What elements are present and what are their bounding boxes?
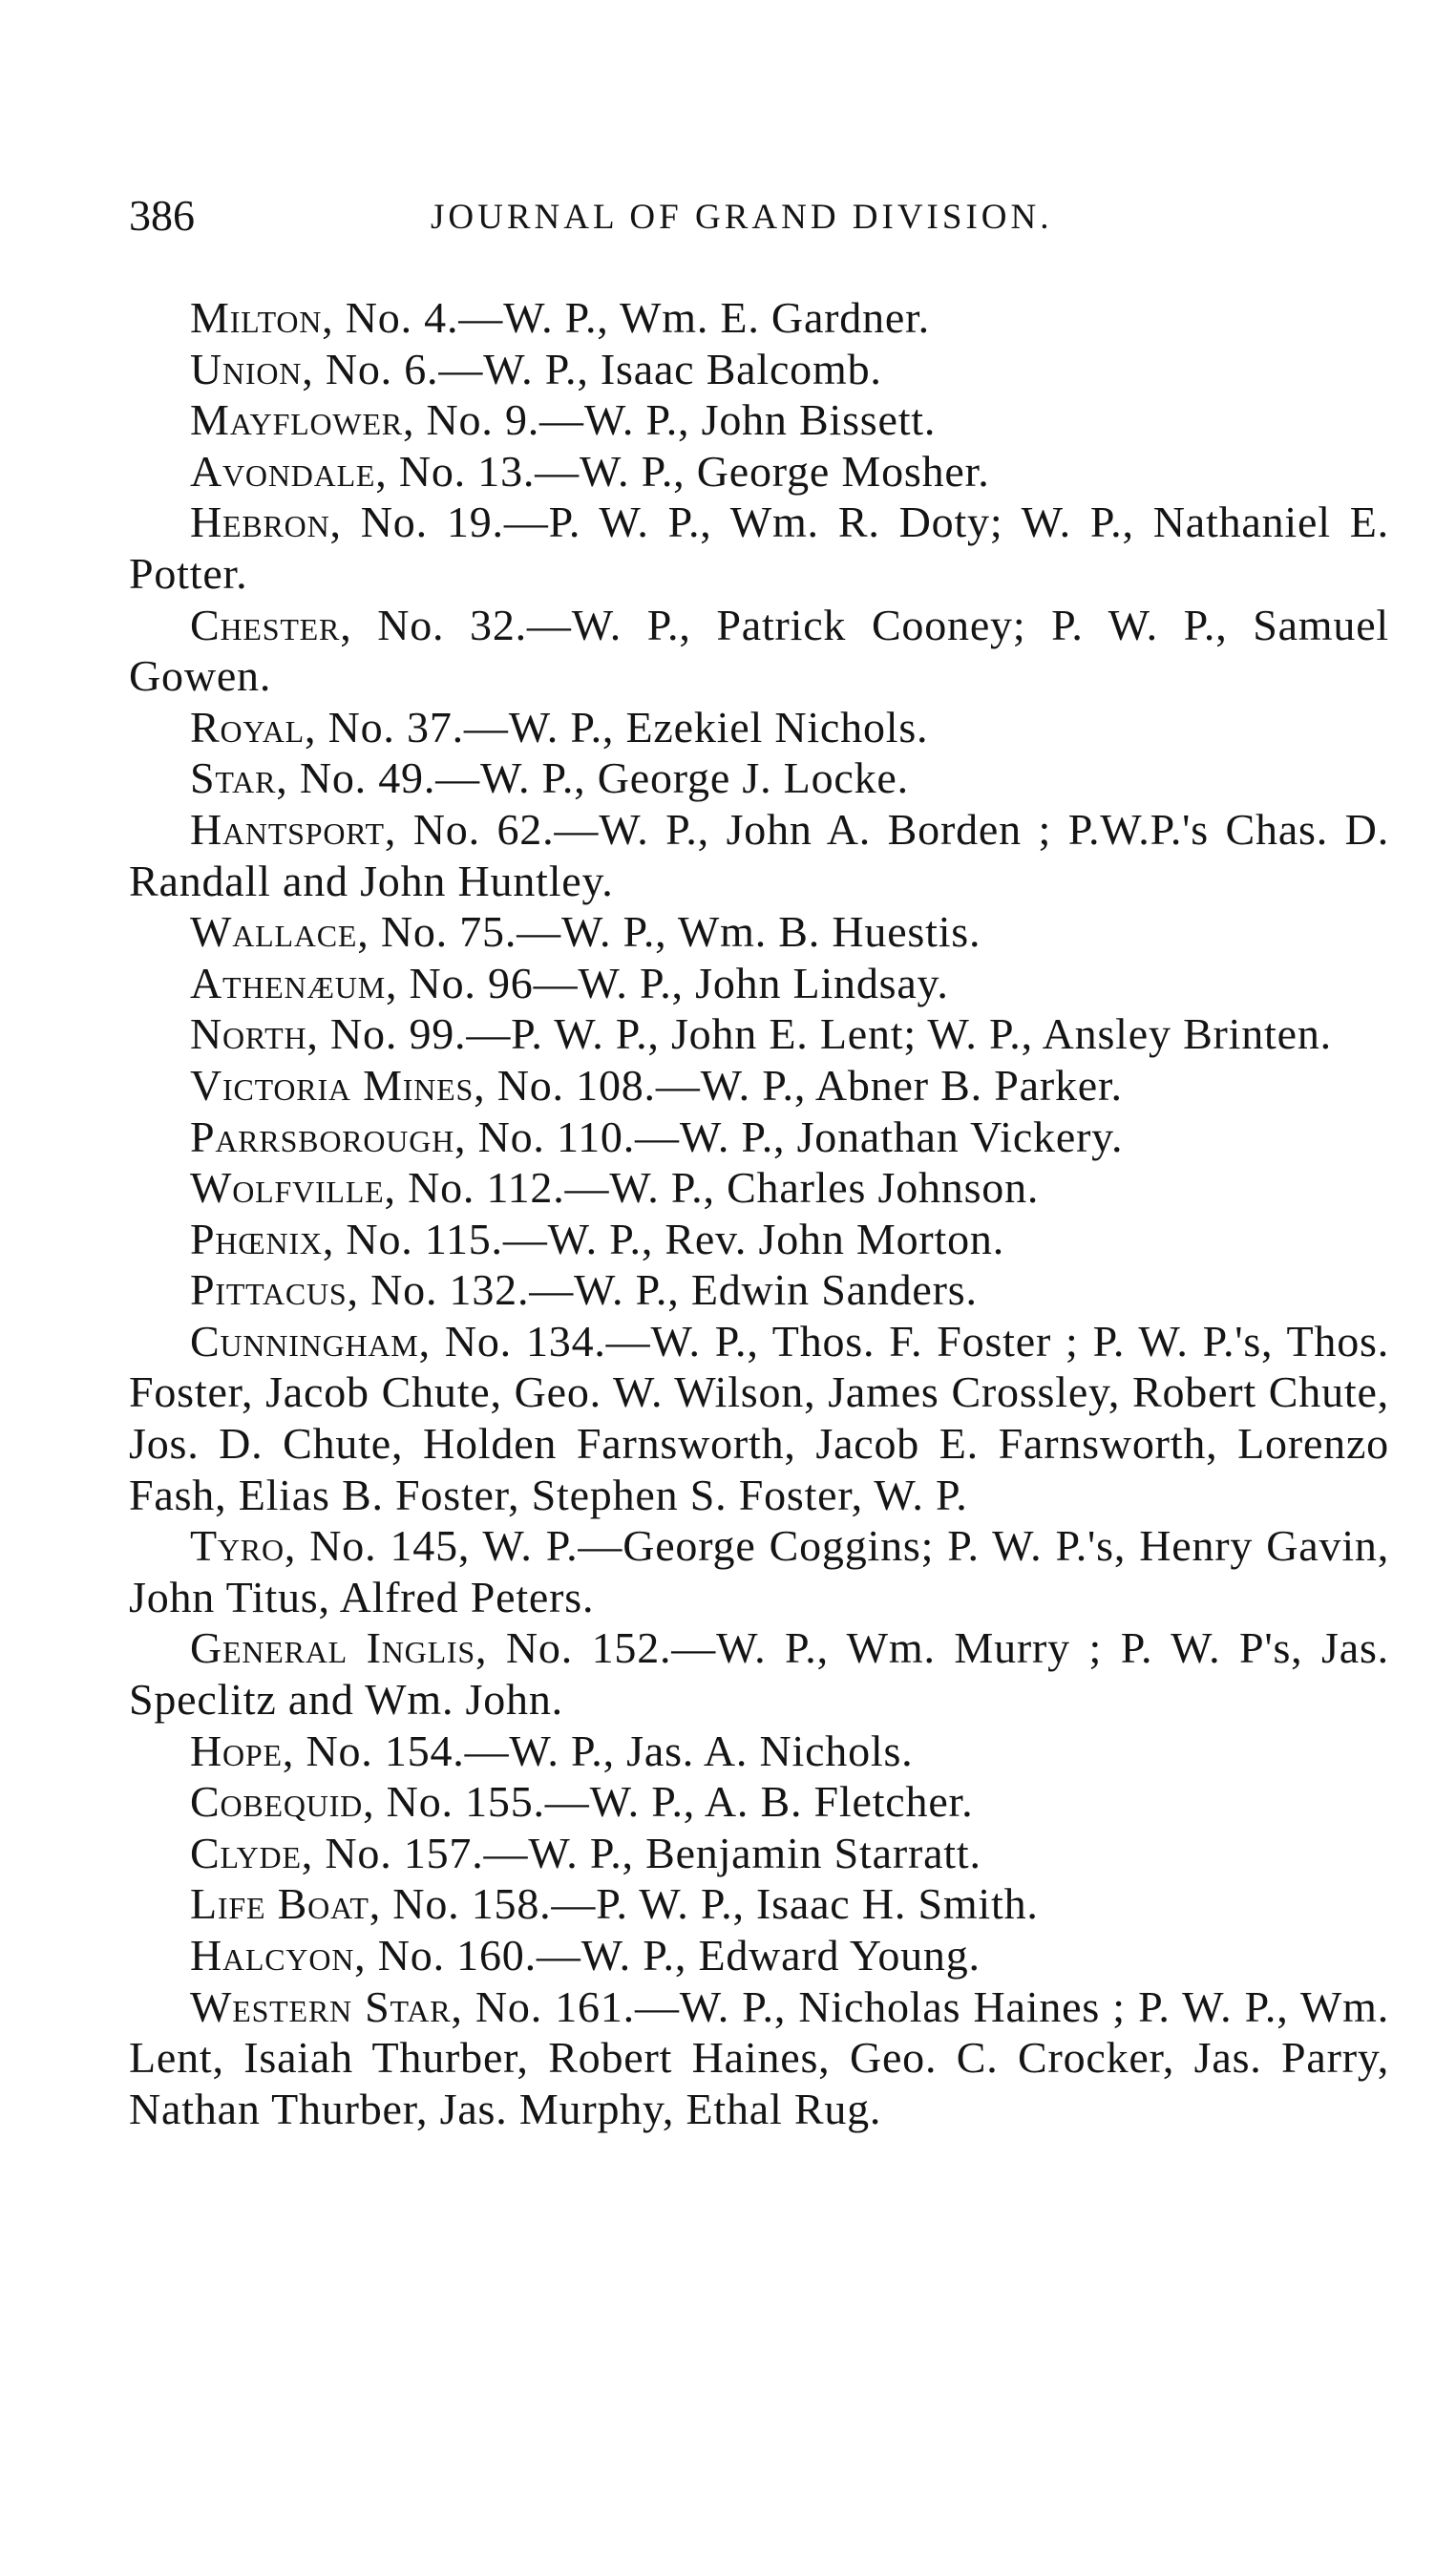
lodge-name: Wolfville <box>190 1163 385 1213</box>
lodge-name: Cunningham <box>190 1316 419 1366</box>
lodge-details: , No. 62.—W. P., John A. Borden ; P.W.P.'s Chas. D. Randall and John Huntley. <box>129 804 1389 905</box>
lodge-details: , No. 49.—W. P., George J. Locke. <box>276 753 909 803</box>
lodge-entry <box>129 1214 1389 1265</box>
lodge-details: , No. 134.—W. P., Thos. F. Foster ; P. W. P.'s, Thos. Foster, Jacob Chute, Geo. W. Wilson, James Crossley, Robert Chute, Jos. D. Chute, Holden Farnsworth, Jacob E. Farnsworth, Lorenzo Fash, Elias B. Foster, Stephen S. Foster, W. P. <box>129 1316 1389 1519</box>
lodge-entry <box>129 1112 1389 1163</box>
lodge-entry <box>129 1316 1389 1520</box>
running-title: JOURNAL OF GRAND DIVISION. <box>431 198 1053 237</box>
lodge-list <box>129 292 1389 2134</box>
lodge-details: , No. 9.—W. P., John Bissett. <box>402 395 937 445</box>
lodge-name: General Inglis <box>190 1623 475 1673</box>
lodge-name: Wallace <box>190 907 358 957</box>
lodge-name: Parrsborough <box>190 1112 455 1161</box>
lodge-entry <box>129 752 1389 804</box>
lodge-name: Mayflower <box>190 395 403 445</box>
lodge-entry <box>129 446 1389 498</box>
lodge-details: , No. 4.—W. P., Wm. E. Gardner. <box>322 293 930 342</box>
lodge-details: , No. 99.—P. W. P., John E. Lent; W. P., Ansley Brinten. <box>306 1009 1332 1059</box>
lodge-name: North <box>190 1009 307 1059</box>
lodge-name: Chester <box>190 600 341 649</box>
lodge-entry <box>129 394 1389 446</box>
lodge-entry <box>129 702 1389 753</box>
lodge-details: , No. 155.—W. P., A. B. Fletcher. <box>363 1777 974 1827</box>
lodge-name: Avondale <box>190 446 376 496</box>
lodge-details: , No. 108.—W. P., Abner B. Parker. <box>474 1060 1123 1110</box>
lodge-entry <box>129 344 1389 395</box>
lodge-entry <box>129 1726 1389 1777</box>
lodge-name: Star <box>190 753 277 803</box>
lodge-entry <box>129 906 1389 958</box>
lodge-details: , No. 6.—W. P., Isaac Balcomb. <box>302 344 882 393</box>
running-head <box>129 187 1389 244</box>
page-number: 386 <box>129 191 195 240</box>
lodge-details: , No. 37.—W. P., Ezekiel Nichols. <box>305 702 929 752</box>
lodge-details: , No. 158.—P. W. P., Isaac H. Smith. <box>369 1879 1039 1929</box>
lodge-details: , No. 32.—W. P., Patrick Cooney; P. W. P., Samuel Gowen. <box>129 600 1389 701</box>
lodge-entry <box>129 600 1389 702</box>
lodge-entry <box>129 1878 1389 1930</box>
lodge-entry <box>129 1008 1389 1060</box>
lodge-details: , No. 110.—W. P., Jonathan Vickery. <box>454 1112 1124 1161</box>
lodge-details: , No. 161.—W. P., Nicholas Haines ; P. W. P., Wm. Lent, Isaiah Thurber, Robert Haines, Geo. C. Crocker, Jas. Parry, Nathan Thurber, Jas. Murphy, Ethal Rug. <box>129 1981 1389 2133</box>
lodge-details: , No. 115.—W. P., Rev. John Morton. <box>322 1214 1005 1263</box>
lodge-name: Halcyon <box>190 1931 355 1980</box>
lodge-entry <box>129 292 1389 344</box>
lodge-entry <box>129 1828 1389 1879</box>
lodge-name: Royal <box>190 702 306 752</box>
lodge-entry <box>129 1930 1389 1981</box>
lodge-entry <box>129 1622 1389 1725</box>
lodge-entry <box>129 1981 1389 2135</box>
lodge-entry <box>129 1520 1389 1622</box>
lodge-name: Milton <box>190 293 323 342</box>
lodge-entry <box>129 958 1389 1009</box>
lodge-name: Clyde <box>190 1828 302 1877</box>
lodge-name: Hebron <box>190 498 330 547</box>
lodge-details: , No. 152.—W. P., Wm. Murry ; P. W. P's, Jas. Speclitz and Wm. John. <box>129 1623 1389 1725</box>
lodge-details: , No. 19.—P. W. P., Wm. R. Doty; W. P., Nathaniel E. Potter. <box>129 498 1389 598</box>
lodge-details: , No. 75.—W. P., Wm. B. Huestis. <box>357 907 981 957</box>
lodge-name: Tyro <box>190 1521 285 1571</box>
lodge-details: , No. 154.—W. P., Jas. A. Nichols. <box>282 1726 914 1775</box>
lodge-details: , No. 112.—W. P., Charles Johnson. <box>384 1163 1040 1213</box>
lodge-name: Pittacus <box>190 1265 348 1315</box>
lodge-name: Life Boat <box>190 1879 369 1929</box>
lodge-name: Cobequid <box>190 1777 364 1827</box>
lodge-entry <box>129 1060 1389 1112</box>
lodge-details: , No. 145, W. P.—George Coggins; P. W. P.'s, Henry Gavin, John Titus, Alfred Peters. <box>129 1521 1389 1621</box>
lodge-entry <box>129 1264 1389 1316</box>
lodge-details: , No. 160.—W. P., Edward Young. <box>354 1931 981 1980</box>
lodge-details: , No. 96—W. P., John Lindsay. <box>385 958 949 1007</box>
lodge-name: Hope <box>190 1726 283 1775</box>
lodge-entry <box>129 1776 1389 1828</box>
lodge-entry <box>129 497 1389 599</box>
lodge-name: Athenæum <box>190 958 386 1007</box>
lodge-entry <box>129 804 1389 906</box>
lodge-name: Hantsport <box>190 804 385 854</box>
lodge-details: , No. 13.—W. P., George Mosher. <box>375 446 990 496</box>
lodge-name: Union <box>190 344 303 393</box>
lodge-details: , No. 157.—W. P., Benjamin Starratt. <box>301 1828 981 1877</box>
lodge-details: , No. 132.—W. P., Edwin Sanders. <box>347 1265 978 1315</box>
lodge-name: Phœnix <box>190 1214 323 1263</box>
lodge-name: Victoria Mines <box>190 1060 475 1110</box>
lodge-name: Western Star <box>190 1981 452 2031</box>
lodge-entry <box>129 1162 1389 1214</box>
